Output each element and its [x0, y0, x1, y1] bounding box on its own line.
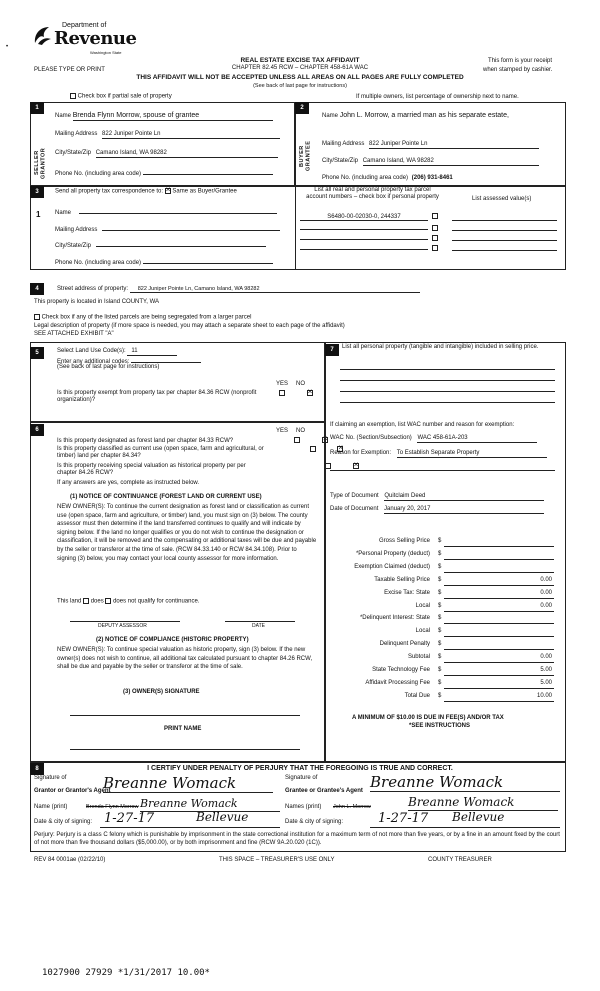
fee-label: Affidavit Processing Fee [365, 679, 430, 686]
deputy-label: DEPUTY ASSESSOR [98, 623, 147, 629]
fee-dollar: $ [438, 602, 442, 609]
fee-dollar: $ [438, 615, 442, 622]
buyer-city-label: City/State/Zip [322, 158, 359, 164]
grantor-name-print: Brenda Flynn Morrow [86, 804, 139, 810]
fee-row [330, 564, 566, 576]
seller-city-row [55, 150, 278, 158]
s3-phone-value[interactable] [143, 257, 273, 264]
fee-row [330, 615, 566, 627]
notice1-title: (1) NOTICE OF CONTINUANCE (FOREST LAND OR CURRENT USE) [70, 494, 262, 500]
fee-label: *Delinquent Interest: State [359, 615, 430, 622]
parcel-row-4 [300, 243, 440, 253]
dot-mark: • [6, 44, 9, 50]
owner-sig-label: (3) OWNER(S) SIGNATURE [123, 689, 200, 695]
multiple-owners: If multiple owners, list percentage of ownership next to name. [356, 94, 519, 100]
fee-value[interactable] [444, 615, 554, 624]
continuance-row [57, 598, 199, 605]
s3-name-value[interactable] [79, 207, 277, 214]
additional-label: Enter any additional codes: [57, 359, 130, 365]
segregated-checkbox[interactable] [34, 314, 40, 320]
sub-number: 1 [36, 210, 41, 219]
doc-date-value[interactable]: January 20, 2017 [384, 506, 544, 514]
form-title: REAL ESTATE EXCISE TAX AFFIDAVIT [240, 57, 360, 64]
legal-desc: Legal description of property (if more space is needed, you may attach a separate sheet to each page of the affidavit) [34, 323, 345, 329]
land-use-value[interactable]: 11 [127, 348, 177, 356]
fee-row [330, 603, 566, 615]
fee-dollar: $ [438, 641, 442, 648]
personal-prop-label: List all personal property (tangible and intangible) included in selling price. [342, 344, 539, 350]
section-8-number: 8 [30, 763, 44, 775]
exhibit-note: SEE ATTACHED EXHIBIT "A" [34, 331, 114, 337]
seller-name-row [55, 112, 285, 121]
assessed-header: List assessed value(s) [472, 196, 532, 202]
assessed-line-4[interactable] [452, 250, 557, 251]
parcel-3-value[interactable] [300, 233, 428, 240]
seller-mailing-row [55, 131, 280, 139]
revenue-logo [32, 20, 137, 60]
fee-table [330, 538, 566, 706]
fee-label: Subtotal [407, 654, 430, 661]
s5-yes-header: YES [276, 381, 289, 387]
exempt-no-checkbox[interactable] [307, 390, 313, 396]
s3-phone-row [55, 257, 273, 267]
buyer-phone-label: Phone No. (including area code) [322, 175, 409, 181]
fee-value[interactable] [444, 564, 554, 573]
street-address-row [57, 286, 420, 293]
seller-mailing-label: Mailing Address [55, 131, 98, 137]
print-name-label: PRINT NAME [164, 726, 202, 732]
fee-dollar: $ [438, 692, 442, 699]
seller-mailing-value[interactable]: 822 Juniper Pointe Ln [102, 131, 280, 139]
fee-dollar: $ [438, 563, 442, 570]
fee-dollar: $ [438, 538, 442, 544]
buyer-city-value[interactable]: Camano Island, WA 98282 [363, 158, 539, 166]
reason-value[interactable]: To Establish Separate Property [397, 450, 547, 458]
section-7-number: 7 [325, 344, 339, 356]
buyer-mailing-value[interactable]: 822 Juniper Pointe Ln [369, 141, 539, 149]
fee-value[interactable]: 0.00 [444, 577, 554, 586]
fee-label: Total Due [404, 692, 430, 699]
send-correspondence [55, 188, 237, 195]
sig-of-right: Signature of [285, 775, 318, 781]
fee-value[interactable]: 5.00 [444, 680, 554, 689]
revenue-logo-icon [32, 24, 54, 46]
notice1-body: NEW OWNER(S): To continue the current designation as forest land or classification as current use (open space, farm and agriculture, or timber) land, you must sign on (3) below. The county assessor must then determine if the land transferred continues to qualify and will indicate by signing below. If the land no longer qualifies or you do not wish to continue the designation or classification, it will be removed and the compensating or additional taxes will be due and payable by the seller or transferor at the time of sale. (RCW 84.33.140 or RCW 84.34.108). Prior to signing (3) below, you may contact your local county assessor for more information. [57, 504, 317, 562]
grantee-date-line [370, 827, 560, 828]
section-3-divider [295, 186, 296, 270]
personal-line-4[interactable] [340, 402, 555, 403]
street-label: Street address of property: [57, 286, 129, 292]
fee-dollar: $ [438, 667, 442, 673]
doc-type-value[interactable]: Quitclaim Deed [384, 493, 544, 501]
fee-value[interactable]: 5.00 [444, 667, 554, 676]
parcel-row-1 [300, 213, 440, 221]
fee-dollar: $ [438, 550, 442, 557]
section-4-number: 4 [30, 283, 44, 295]
grantor-agent-label: Grantor or Grantor's Agent [34, 788, 111, 794]
personal-line-1[interactable] [340, 369, 555, 370]
section-2-number: 2 [295, 102, 309, 114]
fee-label: State Technology Fee [372, 667, 430, 673]
rev-number: REV 84 0001ae (02/22/10) [34, 857, 106, 863]
fee-label: Excise Tax: State [384, 589, 430, 596]
grantor-signature[interactable]: Breanne Womack [103, 775, 273, 793]
fee-row [330, 538, 566, 550]
fee-value[interactable] [444, 551, 554, 560]
does-label: does [90, 598, 104, 605]
s3-mailing-label: Mailing Address [55, 227, 98, 233]
buyer-name-label: Name [322, 113, 339, 119]
parcel-2-value[interactable] [300, 223, 428, 230]
s3-name-label: Name [55, 210, 72, 216]
parcel-header-2: account numbers – check box if personal property [306, 193, 439, 200]
grantor-date-line [100, 827, 280, 828]
exempt-yes-checkbox[interactable] [279, 390, 285, 396]
buyer-phone-row [322, 175, 453, 182]
seller-grantor-label: SELLER GRANTOR [34, 147, 47, 179]
sig-of-left: Signature of [34, 775, 67, 781]
parcel-4-checkbox[interactable] [432, 245, 438, 251]
parcel-4-value[interactable] [300, 243, 428, 250]
q1-yes-checkbox[interactable] [294, 437, 300, 443]
recording-stamp: 1027900 27929 *1/31/2017 10.00* [42, 968, 210, 978]
assessed-line-2[interactable] [452, 230, 557, 231]
parcel-1-value[interactable]: S6480-00-02030-0, 244337 [300, 214, 428, 222]
section-1-number: 1 [30, 102, 44, 114]
this-land-label: This land [57, 598, 82, 605]
see-back-note: (See back of last page for instructions) [253, 83, 347, 89]
buyer-phone-value[interactable]: (206) 931-8461 [411, 175, 453, 181]
deputy-line[interactable] [70, 621, 180, 622]
minimum-note-1: A MINIMUM OF $10.00 IS DUE IN FEE(S) AND/OR TAX [352, 715, 504, 721]
name-print-label: Name (print) [34, 804, 68, 810]
partial-sale-checkbox[interactable] [70, 93, 76, 99]
grantee-name-print: John L. Morrow [333, 804, 371, 810]
fee-dollar: $ [438, 679, 442, 686]
buyer-mailing-row [322, 141, 539, 149]
does-not-checkbox[interactable] [105, 598, 111, 604]
form-chapter: CHAPTER 82.45 RCW – CHAPTER 458-61A WAC [231, 65, 369, 71]
fee-value[interactable] [444, 641, 554, 650]
fee-row [330, 667, 566, 679]
fee-label: Exemption Claimed (deduct) [354, 563, 430, 570]
dept-line3: Washington State [90, 50, 122, 55]
fee-row [330, 654, 566, 666]
parcel-2-checkbox[interactable] [432, 225, 438, 231]
doc-type-row [330, 493, 544, 501]
buyer-city-row [322, 158, 539, 166]
parcel-3-checkbox[interactable] [432, 235, 438, 241]
street-value[interactable]: 822 Juniper Pointe Ln, Camano Island, WA 98282 [130, 286, 420, 293]
grantee-agent-label: Grantee or Grantee's Agent [285, 788, 363, 794]
buyer-grantee-label: BUYER GRANTEE [299, 140, 312, 172]
print-name-line[interactable] [70, 749, 300, 750]
fee-label: Local [415, 628, 430, 635]
fee-label: Gross Selling Price [378, 538, 430, 544]
wac-value[interactable]: WAC 458-61A-203 [417, 435, 537, 443]
fee-row [330, 641, 566, 653]
fee-row [330, 693, 566, 705]
same-as-buyer-checkbox[interactable] [165, 188, 171, 194]
buyer-name-row [322, 112, 560, 120]
owner-sig-line[interactable] [70, 715, 300, 716]
grantee-date[interactable]: 1-27-17 [378, 811, 429, 826]
minimum-note-2: *SEE INSTRUCTIONS [409, 723, 471, 729]
s3-city-row [55, 240, 266, 250]
date-line[interactable] [225, 621, 295, 622]
grantee-date-label: Date & city of signing: [285, 819, 344, 825]
seller-phone-label: Phone No. (including area code) [55, 171, 142, 177]
s6-yes-header: YES [276, 428, 289, 434]
wac-row [330, 435, 537, 443]
section-5-number: 5 [30, 347, 44, 359]
names-print-label: Names (print) [285, 804, 322, 810]
land-use-row [57, 348, 177, 356]
fee-row [330, 590, 566, 602]
parcel-header-1: List all real and personal property tax parcel [314, 187, 431, 193]
fee-dollar: $ [438, 576, 442, 583]
s3-phone-label: Phone No. (including area code) [55, 260, 142, 266]
parcel-row-2 [300, 223, 440, 233]
parcel-header [300, 187, 445, 201]
doc-date-row [330, 506, 544, 514]
s3-mailing-value[interactable] [102, 224, 280, 231]
fee-row [330, 551, 566, 563]
fee-label: *Personal Property (deduct) [355, 550, 430, 557]
seller-name-value[interactable]: Brenda Flynn Morrow, spouse of grantee [73, 112, 273, 121]
seller-phone-value[interactable] [143, 168, 273, 175]
county-treasurer: COUNTY TREASURER [428, 857, 492, 863]
doc-type-label: Type of Document [330, 493, 379, 499]
s6-q2: Is this property classified as current use (open space, farm and agricultural, or timber) land per chapter 84.34? [57, 446, 264, 459]
notice2-title: (2) NOTICE OF COMPLIANCE (HISTORIC PROPERTY) [96, 637, 249, 643]
personal-line-2[interactable] [340, 380, 555, 381]
treasurer-space: THIS SPACE – TREASURER'S USE ONLY [219, 857, 335, 863]
s3-city-value[interactable] [96, 240, 266, 247]
s6-no-header: NO [296, 428, 305, 434]
reason-line-2[interactable] [330, 470, 555, 471]
additional-value[interactable] [131, 356, 201, 363]
please-type: PLEASE TYPE OR PRINT [34, 67, 105, 73]
fee-value[interactable] [444, 628, 554, 637]
receipt-note-2: when stamped by cashier. [483, 67, 553, 73]
dept-line2: Revenue [54, 28, 137, 49]
does-not-label: does not qualify for continuance. [113, 598, 200, 605]
s6-q1: Is this property designated as forest land per chapter 84.33 RCW? [57, 438, 234, 444]
segregated-label: Check box if any of the listed parcels are being segregated from a larger parcel [41, 314, 252, 321]
land-use-label: Select Land Use Code(s): [57, 348, 126, 354]
segregated-row [34, 314, 251, 321]
assessed-line-1[interactable] [452, 220, 557, 221]
s5-see-back: (See back of last page for instructions) [57, 364, 160, 370]
seller-city-label: City/State/Zip [55, 150, 92, 156]
s3-name-row [55, 207, 277, 217]
date-label: DATE [252, 623, 265, 629]
grantor-date[interactable]: 1-27-17 [104, 811, 155, 826]
perjury-text: Perjury: Perjury is a class C felony which is punishable by imprisonment in the state correctional institution for a maximum term of not more than five years, or by a fine in an amount fixed by the court of not more than five thousand dollars ($5,000.00), or by both imprisonment and fine (RCW 9A.20.020 (1C)). [34, 832, 560, 846]
does-checkbox[interactable] [83, 598, 89, 604]
fee-row [330, 577, 566, 589]
same-as-label: Same as Buyer/Grantee [172, 188, 237, 195]
seller-name-label: Name [55, 113, 72, 119]
fee-row [330, 628, 566, 640]
wac-label: WAC No. (Section/Subsection) [330, 435, 412, 441]
grantor-date-label: Date & city of signing: [34, 819, 93, 825]
buyer-name-value[interactable]: John L. Morrow, a married man as his separate estate, [339, 112, 509, 119]
seller-phone-row [55, 168, 273, 178]
reason-row [330, 450, 547, 458]
warning-text: THIS AFFIDAVIT WILL NOT BE ACCEPTED UNLESS ALL AREAS ON ALL PAGES ARE FULLY COMPLETED [136, 74, 464, 81]
fee-dollar: $ [438, 628, 442, 635]
exemption-intro: If claiming an exemption, list WAC number and reason for exemption: [330, 422, 515, 428]
grantee-signature[interactable]: Breanne Womack [370, 774, 560, 792]
section-3-number: 3 [30, 186, 44, 198]
fee-label: Delinquent Penalty [379, 641, 430, 648]
fee-value[interactable]: 0.00 [444, 590, 554, 599]
reason-label: Reason for Exemption: [330, 450, 392, 456]
fee-dollar: $ [438, 589, 442, 596]
fee-value[interactable]: 10.00 [444, 693, 554, 702]
grantee-city[interactable]: Bellevue [452, 810, 505, 824]
fee-label: Local [415, 602, 430, 609]
fee-label: Taxable Selling Price [374, 576, 430, 583]
located-in: This property is located in Island COUNTY, WA [34, 299, 160, 305]
doc-date-label: Date of Document [330, 506, 379, 512]
partial-sale [70, 93, 172, 100]
assessed-line-3[interactable] [452, 240, 557, 241]
notice2-body: NEW OWNER(S): To continue special valuation as historic property, sign (3) below. If the new owner(s) does not wish to continue, all additional tax calculated pursuant to chapter 84.26 RCW, shall be due and payable by the seller or transferor at the time of sale. [57, 647, 313, 671]
parcel-row-3 [300, 233, 440, 243]
dept-line1: Department of [62, 22, 107, 29]
receipt-note-1: This form is your receipt [488, 58, 553, 64]
q2-yes-checkbox[interactable] [310, 446, 316, 452]
fee-value[interactable]: 0.00 [444, 603, 554, 612]
buyer-mailing-label: Mailing Address [322, 141, 365, 147]
fee-dollar: $ [438, 654, 442, 661]
grantor-city[interactable]: Bellevue [196, 810, 249, 824]
s3-city-label: City/State/Zip [55, 243, 92, 249]
fee-value[interactable]: 0.00 [444, 654, 554, 663]
partial-sale-label: Check box if partial sale of property [77, 93, 172, 100]
seller-city-value[interactable]: Camano Island, WA 98282 [96, 150, 278, 158]
grantee-name-hw[interactable]: Breanne Womack [408, 796, 558, 811]
parcel-1-checkbox[interactable] [432, 213, 438, 219]
personal-line-3[interactable] [340, 391, 555, 392]
exempt-question: Is this property exempt from property tax per chapter 84.36 RCW (nonprofit organization)? [57, 390, 257, 403]
certify-text: I CERTIFY UNDER PENALTY OF PERJURY THAT THE FOREGOING IS TRUE AND CORRECT. [147, 765, 453, 772]
grantor-name-hw[interactable]: Breanne Womack [140, 798, 280, 812]
s3-mailing-row [55, 224, 280, 234]
section-6-number: 6 [30, 424, 44, 436]
fee-row [330, 680, 566, 692]
s5-no-header: NO [296, 381, 305, 387]
send-label: Send all property tax correspondence to: [55, 188, 164, 195]
fee-value[interactable] [444, 538, 554, 547]
if-yes-note: If any answers are yes, complete as instructed below. [57, 480, 200, 486]
s6-q3: Is this property receiving special valuation as historical property per per chapter 84.26 RCW? [57, 463, 246, 476]
